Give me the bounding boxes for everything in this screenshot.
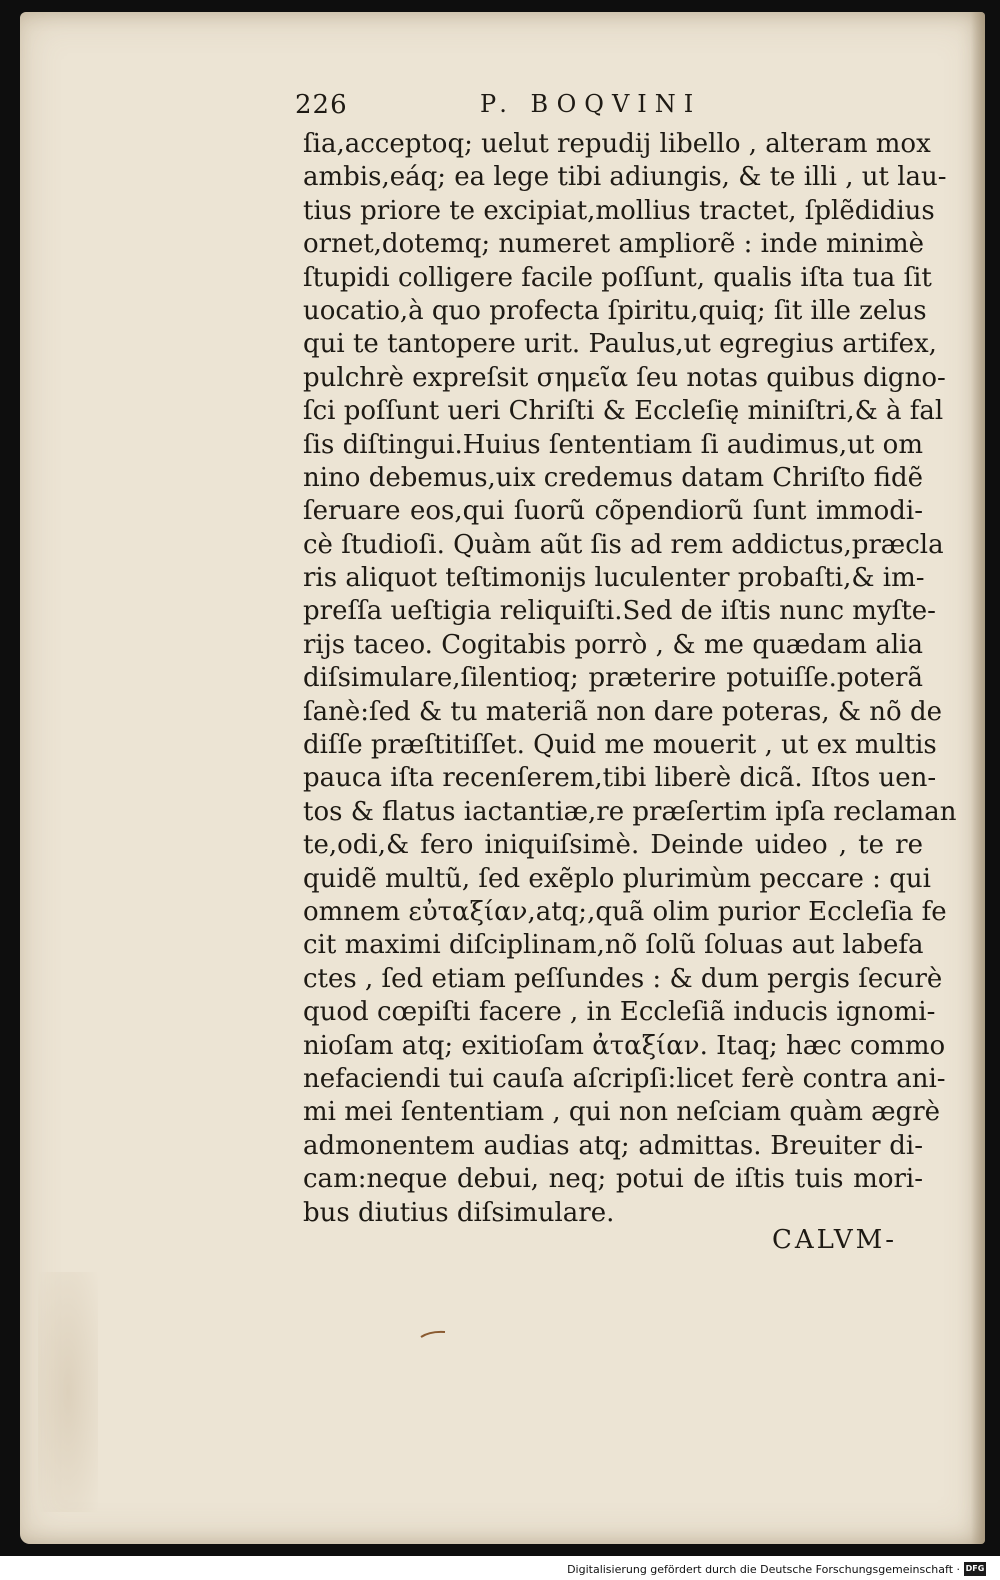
- text-line: ambis,eáq; ea lege tibi adiungis, & te illi , ut lau-: [303, 162, 947, 193]
- text-line: ornet,dotemq; numeret ampliorẽ : inde minimè: [303, 229, 925, 260]
- ink-mark-icon: [420, 1330, 446, 1338]
- text-line: nefaciendi tui cauſa aſcripſi:licet ferè contra ani-: [303, 1063, 946, 1094]
- text-line: pulchrè expreſsit σημεῖα ſeu notas quibus digno-: [303, 362, 946, 393]
- catchword: CALVM-: [772, 1225, 898, 1255]
- text-line: diſſe præſtitiſſet. Quid me mouerit , ut ex multis: [303, 730, 937, 761]
- text-line: pauca iſta recenſerem,tibi liberè dicã. Iſtos uen-: [303, 763, 937, 794]
- text-line: ſci poſſunt ueri Chriſti & Eccleſię miniſtri,& à fal: [303, 396, 944, 427]
- text-line: ſia,acceptoq; uelut repudij libello , alteram mox: [303, 129, 931, 159]
- running-head: P. BOQVINI: [480, 90, 702, 118]
- text-line: quidẽ multũ, ſed exẽplo plurimùm peccare : qui: [303, 863, 931, 894]
- text-line: diſsimulare,ſilentioq; præterire potuiſſe.poterã: [303, 663, 923, 694]
- text-line: ſanè:ſed & tu materiã non dare poteras, & nõ de: [303, 696, 942, 727]
- text-line: qui te tantopere urit. Paulus,ut egregius artifex,: [303, 329, 937, 360]
- footer-strip: [0, 1556, 1000, 1580]
- text-line: ſtupidi colligere facile poſſunt, qualis iſta tua ſit: [303, 262, 932, 293]
- text-line: nioſam atq; exitioſam ἀταξίαν. Itaq; hæc commo: [303, 1030, 946, 1061]
- text-line: cit maximi diſciplinam,nõ ſolũ ſoluas aut labefa: [303, 930, 924, 961]
- text-line: ris aliquot teſtimonijs luculenter probaſti,& im-: [303, 563, 925, 594]
- text-line: tos & flatus iactantiæ,re præſertim ipſa reclaman: [303, 796, 957, 827]
- text-line: omnem εὐταξίαν,atq;,quã olim purior Eccleſia fe: [303, 896, 947, 927]
- text-line: nino debemus,uix credemus datam Chriſto fidẽ: [303, 462, 923, 493]
- text-line: bus diutius diſsimulare.: [303, 1197, 615, 1228]
- page-header: [285, 90, 935, 124]
- text-line: cè ſtudioſi. Quàm aũt ſis ad rem addictus,præcla: [303, 529, 944, 560]
- text-line: admonentem audias atq; admittas. Breuiter di-: [303, 1130, 923, 1161]
- page-edge-shadow: [971, 12, 985, 1544]
- text-line: tius priore te excipiat,mollius tractet, ſplẽdidius: [303, 195, 935, 226]
- text-line: rijs taceo. Cogitabis porrò , & me quædam alia: [303, 629, 923, 660]
- paper-stain: [38, 1272, 98, 1512]
- dfg-logo-icon: DFG: [964, 1562, 986, 1576]
- text-line: cam:neque debui, neq; potui de iſtis tuis mori-: [303, 1164, 923, 1195]
- text-line: quod cœpiſti facere , in Eccleſiã inducis ignomi-: [303, 997, 936, 1028]
- page-number: 226: [295, 90, 348, 120]
- text-line: ſis diſtingui.Huius ſententiam ſi audimus,ut om: [303, 429, 923, 460]
- text-line: mi mei ſententiam , qui non neſciam quàm ægrè: [303, 1097, 941, 1128]
- text-line: uocatio,à quo profecta ſpiritu,quiq; ſit ille zelus: [303, 295, 927, 326]
- text-line: preſſa ueſtigia reliquiſti.Sed de iſtis nunc myſte-: [303, 596, 936, 627]
- text-line: ſeruare eos,qui ſuorũ cõpendiorũ ſunt immodi-: [303, 496, 923, 527]
- text-line: te,odi,& fero iniquiſsimè. Deinde uideo , te re: [303, 830, 923, 861]
- funding-credit: Digitalisierung gefördert durch die Deutsche Forschungsgemeinschaft ·: [567, 1563, 960, 1576]
- body-text: [303, 128, 957, 1230]
- text-line: ctes , ſed etiam peſſundes : & dum pergis ſecurè: [303, 963, 943, 994]
